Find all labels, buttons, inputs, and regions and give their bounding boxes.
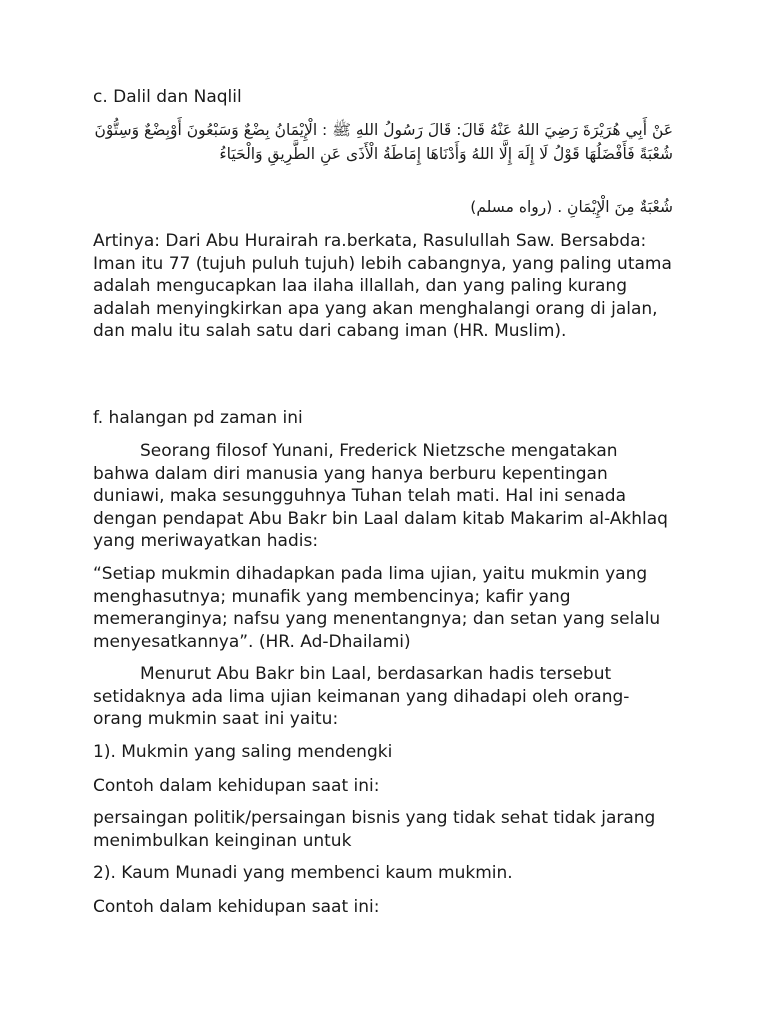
hadith-translation: Artinya: Dari Abu Hurairah ra.berkata, Rasulullah Saw. Bersabda: Iman itu 77 (tujuh puluh tujuh) lebih cabangnya, yang paling utama adalah mengucapkan laa ilaha illallah, dan yang paling kurang adalah menyingkirkan apa yang akan menghalangi orang di jalan, dan malu itu salah satu dari cabang iman (HR. Muslim). [93,231,672,341]
section-f-heading: f. halangan pd zaman ini [93,408,303,428]
paragraph-nietzsche: Seorang filosof Yunani, Frederick Nietzsche mengatakan bahwa dalam diri manusia yang hanya berburu kepentingan duniawi, maka sesungguhnya Tuhan telah mati. Hal ini senada dengan pendapat Abu Bakr bin Laal dalam kitab Makarim al-Akhlaq yang meriwayatkan hadis: [93,441,668,551]
paragraph-abu-bakr: Menurut Abu Bakr bin Laal, berdasarkan hadis tersebut setidaknya ada lima ujian keimanan yang dihadapi oleh orang-orang mukmin saat ini yaitu: [93,664,630,729]
arabic-hadith-text: عَنْ أَبِي هُرَيْرَةَ رَضِيَ اللهُ عَنْهُ قَالَ: قَالَ رَسُولُ اللهِ ﷺ : الْإِيْمَانُ بِضْعٌ وَسَبْعُونَ أَوْبِضْعٌ وَسِتُّوْنَ شُعْبَةً فَأَفْضَلُهَا قَوْلُ لَا إِلَهَ إِلَّا اللهُ وَأَدْنَاهَا إِمَاطَةُ الْأَذَى عَنِ الطَّرِيقِ وَالْحَيَاءُ [94,121,673,163]
example-1-text: persaingan politik/persaingan bisnis yang tidak sehat tidak jarang menimbulkan keinginan untuk [93,808,656,851]
example-2-label: Contoh dalam kehidupan saat ini: [93,897,380,917]
list-item-1: 1). Mukmin yang saling mendengki [93,742,393,762]
list-item-2: 2). Kaum Munadi yang membenci kaum mukmin. [93,863,513,883]
hadith-quote: “Setiap mukmin dihadapkan pada lima ujian, yaitu mukmin yang menghasutnya; munafik yang membencinya; kafir yang memeranginya; nafsu yang menentangnya; dan setan yang selalu menyesatkannya”. (HR. Ad-Dhailami) [93,564,661,652]
arabic-hadith-ending: شُعْبَةٌ مِنَ الْإِيْمَانِ . (رواه مسلم) [470,198,673,216]
section-c-heading: c. Dalil dan Naqlil [93,87,242,107]
example-1-label: Contoh dalam kehidupan saat ini: [93,776,380,796]
